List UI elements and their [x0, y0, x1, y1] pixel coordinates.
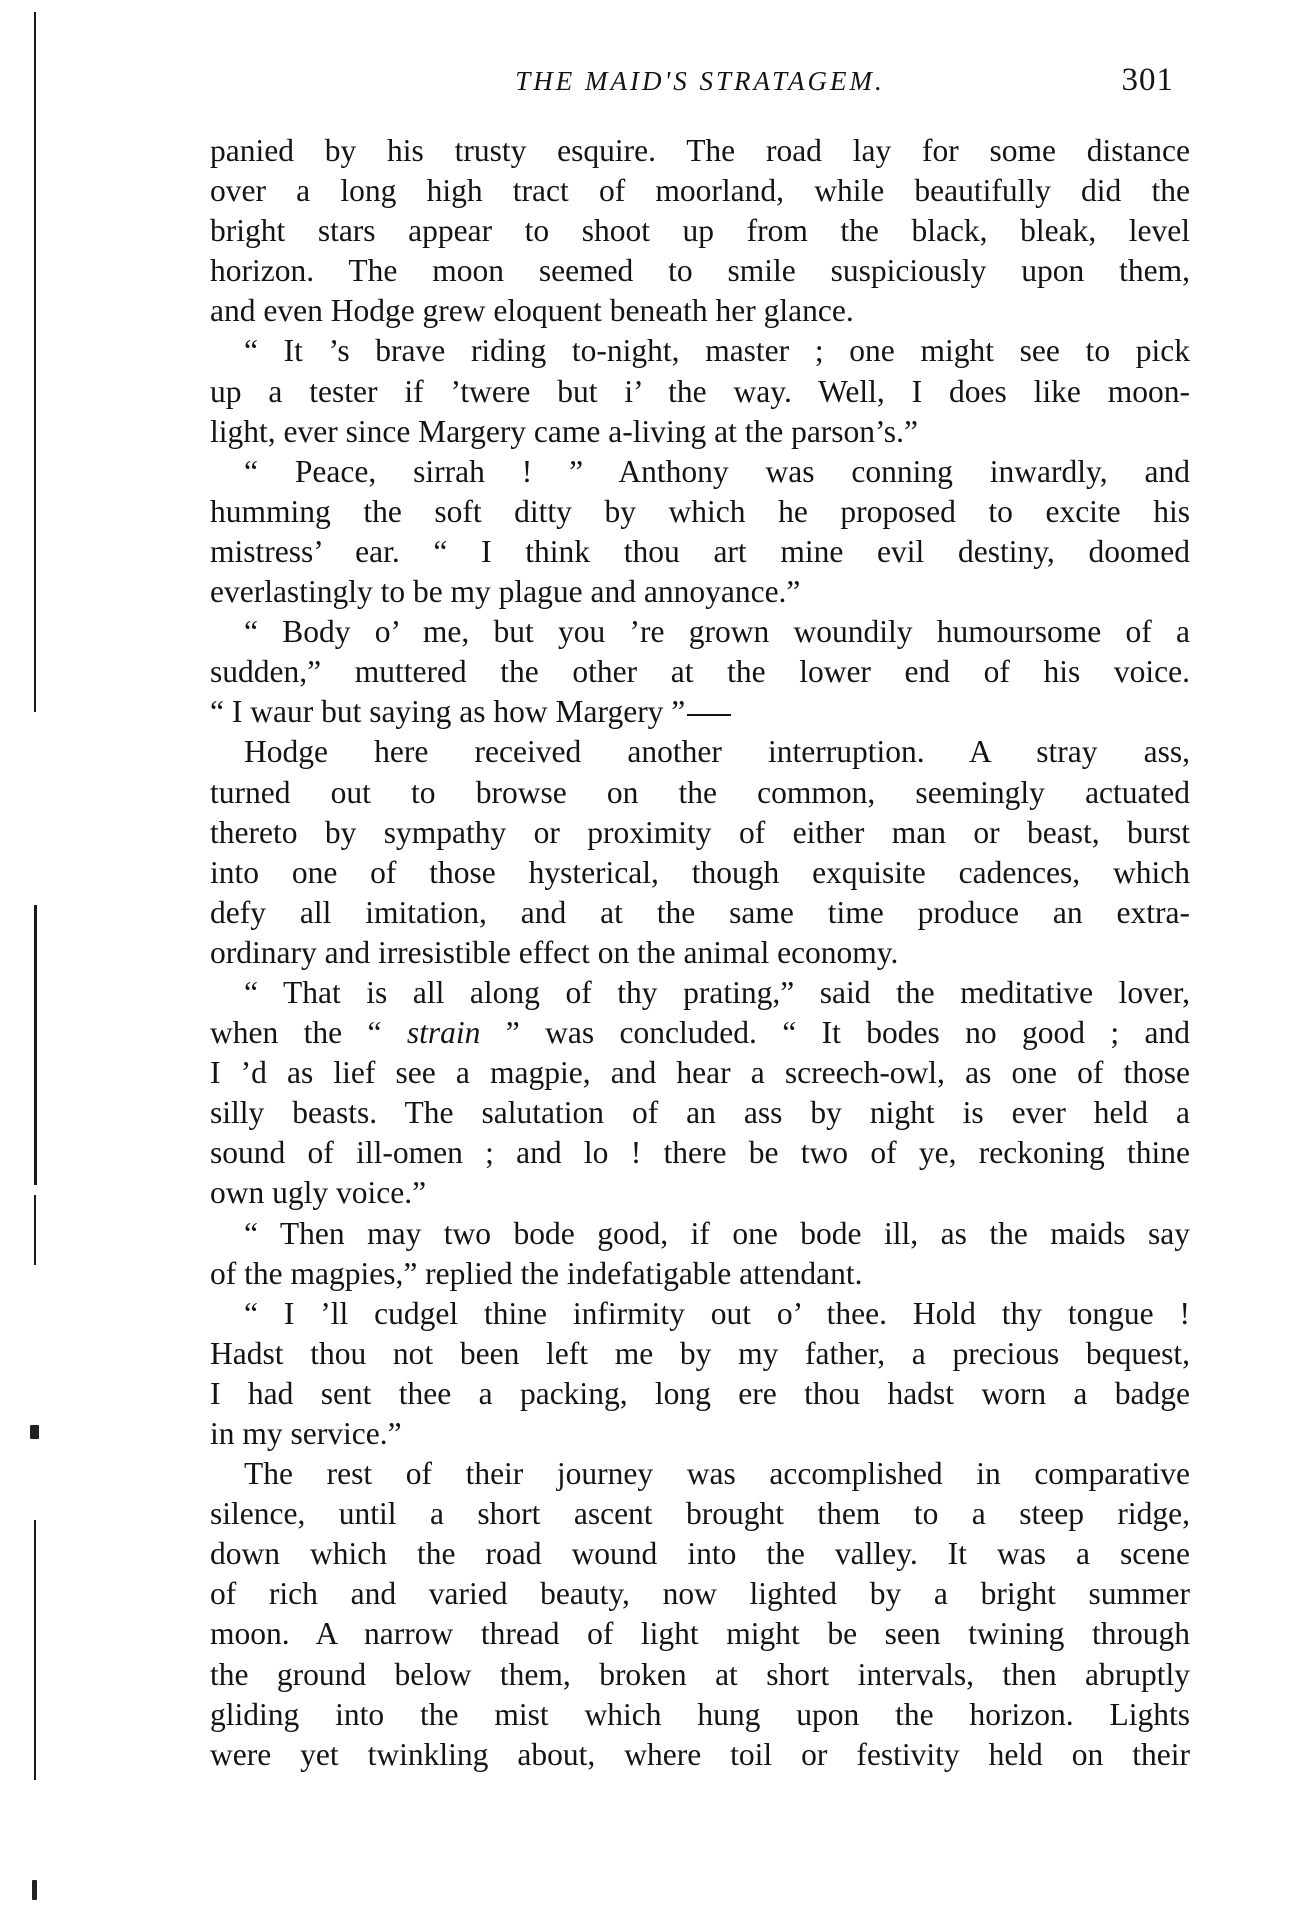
- text-line: [210, 853, 1190, 893]
- text-line: [210, 1093, 1190, 1133]
- text-line: [210, 1254, 1190, 1294]
- text-line: [210, 412, 1190, 452]
- text-segment: “ I ’ll cudgel thine infirmity out o’ thee. Hold thy tongue !: [244, 1295, 1190, 1331]
- text-line: [210, 1454, 1190, 1494]
- text-line: [210, 1133, 1190, 1173]
- text-segment: mistress’ ear. “ I think thou art mine evil destiny, doomed: [210, 533, 1190, 569]
- text-segment: turned out to browse on the common, seemingly actuated: [210, 774, 1190, 810]
- text-segment: “ That is all along of thy prating,” said the meditative lover,: [244, 974, 1190, 1010]
- text-line: [210, 773, 1190, 813]
- text-segment: of rich and varied beauty, now lighted by a bright summer: [210, 1576, 1190, 1612]
- text-segment: Hadst thou not been left me by my father, a precious bequest,: [210, 1335, 1190, 1371]
- text-segment: down which the road wound into the valley. It was a scene: [210, 1536, 1190, 1572]
- text-segment: “ Then may two bode good, if one bode ill, as the maids say: [244, 1215, 1190, 1251]
- text-line: [210, 973, 1190, 1013]
- text-line: [210, 532, 1190, 572]
- text-segment: and even Hodge grew eloquent beneath her glance.: [210, 293, 854, 329]
- text-segment: of the magpies,” replied the indefatigable attendant.: [210, 1255, 863, 1291]
- text-segment: gliding into the mist which hung upon the horizon. Lights: [210, 1696, 1190, 1732]
- binding-edge-line-top: [34, 12, 36, 712]
- text-line: [210, 732, 1190, 772]
- text-segment: bright stars appear to shoot up from the black, bleak, level: [210, 213, 1190, 249]
- binding-edge-speck: [32, 1880, 37, 1900]
- text-line: [210, 652, 1190, 692]
- text-segment: in my service.”: [210, 1416, 402, 1451]
- text-line: [210, 692, 1190, 732]
- text-line: [210, 813, 1190, 853]
- text-segment: horizon. The moon seemed to smile suspiciously upon them,: [210, 253, 1190, 289]
- text-segment: “ Body o’ me, but you ’re grown woundily humoursome of a: [244, 614, 1190, 650]
- text-line: [210, 893, 1190, 933]
- text-line: [210, 372, 1190, 412]
- page-number: 301: [1121, 62, 1174, 98]
- text-line: [210, 1534, 1190, 1574]
- text-line: [210, 1294, 1190, 1334]
- text-line: [210, 1614, 1190, 1654]
- text-line: [210, 1173, 1190, 1213]
- text-segment: silence, until a short ascent brought them to a steep ridge,: [210, 1496, 1190, 1532]
- text-segment: light, ever since Margery came a-living at the parson’s.”: [210, 413, 918, 449]
- text-segment: ordinary and irresistible effect on the animal economy.: [210, 934, 899, 970]
- text-line: [210, 492, 1190, 532]
- page-header: [210, 62, 1190, 102]
- text-line: [210, 1053, 1190, 1093]
- text-line: [210, 1695, 1190, 1735]
- text-line: [210, 612, 1190, 652]
- text-line: [210, 933, 1190, 973]
- text-segment: I had sent thee a packing, long ere thou hadst worn a badge: [210, 1375, 1190, 1411]
- text-segment: everlastingly to be my plague and annoyance.”: [210, 574, 801, 610]
- binding-edge-line-lower: [34, 1195, 36, 1265]
- text-segment: moon. A narrow thread of light might be seen twining through: [210, 1616, 1190, 1652]
- text-line: [210, 1655, 1190, 1695]
- text-segment: ” was concluded. “ It bodes no good ; and: [480, 1015, 1190, 1051]
- italic-word: strain: [406, 1015, 481, 1051]
- text-segment: defy all imitation, and at the same time produce an extra-: [210, 894, 1190, 930]
- text-segment: “ I waur but saying as how Margery ”: [210, 694, 686, 730]
- text-segment: Hodge here received another interruption. A stray ass,: [244, 734, 1190, 770]
- text-segment: when the “: [210, 1015, 407, 1051]
- text-segment: the ground below them, broken at short intervals, then abruptly: [210, 1656, 1190, 1692]
- text-line: [210, 211, 1190, 251]
- text-segment: into one of those hysterical, though exquisite cadences, which: [210, 854, 1190, 890]
- text-line: [210, 131, 1190, 171]
- text-segment: “ Peace, sirrah ! ” Anthony was conning inwardly, and: [244, 453, 1190, 489]
- text-line: [210, 291, 1190, 331]
- text-line: [210, 1214, 1190, 1254]
- text-segment: sound of ill-omen ; and lo ! there be two of ye, reckoning thine: [210, 1135, 1190, 1171]
- text-segment: up a tester if ’twere but i’ the way. Well, I does like moon-: [210, 373, 1190, 409]
- text-segment: own ugly voice.”: [210, 1175, 427, 1211]
- text-segment: humming the soft ditty by which he proposed to excite his: [210, 493, 1190, 529]
- text-line: [210, 1013, 1190, 1053]
- binding-edge-line-bottom: [34, 1520, 36, 1780]
- text-line: [210, 572, 1190, 612]
- em-dash-rule: [687, 714, 731, 716]
- body-text: [210, 131, 1190, 1775]
- text-line: [210, 251, 1190, 291]
- text-segment: I ’d as lief see a magpie, and hear a screech-owl, as one of those: [210, 1055, 1190, 1091]
- text-line: [210, 452, 1190, 492]
- text-segment: thereto by sympathy or proximity of either man or beast, burst: [210, 814, 1190, 850]
- binding-edge-line-mid: [34, 905, 37, 1185]
- text-segment: The rest of their journey was accomplished in comparative: [244, 1456, 1190, 1492]
- text-segment: panied by his trusty esquire. The road lay for some distance: [210, 133, 1190, 168]
- text-segment: were yet twinkling about, where toil or festivity held on their: [210, 1736, 1190, 1772]
- text-line: [210, 1374, 1190, 1414]
- text-line: [210, 171, 1190, 211]
- text-line: [210, 1334, 1190, 1374]
- text-segment: sudden,” muttered the other at the lower end of his voice.: [210, 654, 1190, 690]
- text-segment: over a long high tract of moorland, while beautifully did the: [210, 173, 1190, 209]
- binding-edge-speck: [30, 1425, 39, 1439]
- text-line: [210, 1414, 1190, 1454]
- text-line: [210, 1735, 1190, 1775]
- running-title: THE MAID'S STRATAGEM.: [515, 66, 885, 96]
- text-line: [210, 331, 1190, 371]
- text-segment: silly beasts. The salutation of an ass by night is ever held a: [210, 1095, 1190, 1131]
- text-line: [210, 1494, 1190, 1534]
- text-line: [210, 1574, 1190, 1614]
- text-segment: “ It ’s brave riding to-night, master ; one might see to pick: [244, 333, 1190, 369]
